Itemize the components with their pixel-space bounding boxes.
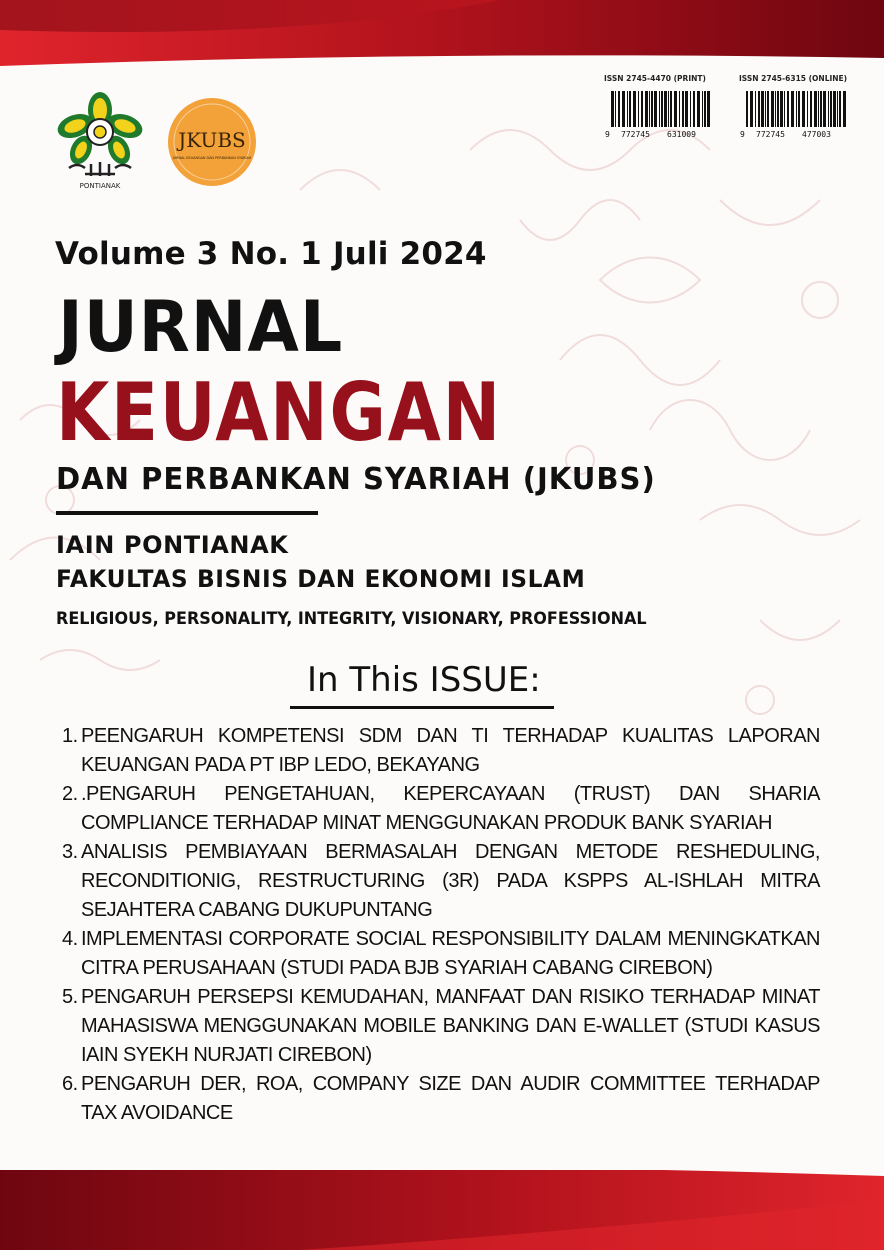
iain-pontianak-logo <box>55 88 145 192</box>
jkubs-logo-text: JKUBS <box>178 128 246 152</box>
in-this-issue-heading: In This ISSUE: <box>307 660 541 700</box>
barcode-online-digit-1: 9 <box>740 130 745 139</box>
article-title: IMPLEMENTASI CORPORATE SOCIAL RESPONSIBILITY DALAM MENINGKATKAN CITRA PERUSAHAAN (STUDI PADA BJB SYARIAH CABANG CIREBON) <box>81 928 820 979</box>
barcode-online-digit-2: 772745 <box>756 130 785 139</box>
barcode-print-digit-3: 631009 <box>667 130 696 139</box>
article-item <box>62 1070 820 1128</box>
article-number: 4. <box>62 928 78 950</box>
jkubs-logo <box>167 97 257 187</box>
iain-logo-caption: PONTIANAK <box>79 182 121 190</box>
article-number: 6. <box>62 1073 78 1095</box>
barcode-online-digit-3: 477003 <box>802 130 831 139</box>
title-subtitle: DAN PERBANKAN SYARIAH (JKUBS) <box>56 462 656 497</box>
institution-name: IAIN PONTIANAK <box>56 531 289 559</box>
article-number: 1. <box>62 725 78 747</box>
barcode-print-digit-2: 772745 <box>621 130 650 139</box>
article-title: ANALISIS PEMBIAYAAN BERMASALAH DENGAN METODE RESHEDULING, RECONDITIONIG, RESTRUCTURING (3R) PADA KSPPS AL-ISHLAH MITRA SEJAHTERA CABANG DUKUPUNTANG <box>81 841 820 921</box>
issn-print-label: ISSN 2745-4470 (PRINT) <box>604 74 706 83</box>
barcode-online <box>738 89 850 139</box>
article-list <box>62 722 820 1128</box>
article-number: 2. <box>62 783 78 805</box>
article-item <box>62 838 820 925</box>
issue-heading-underline <box>290 706 554 709</box>
title-jurnal: JURNAL <box>58 286 344 368</box>
article-title: PEENGARUH KOMPETENSI SDM DAN TI TERHADAP KUALITAS LAPORAN KEUANGAN PADA PT IBP LEDO, BEKAYANG <box>81 725 820 776</box>
article-item <box>62 780 820 838</box>
article-item <box>62 722 820 780</box>
article-item <box>62 925 820 983</box>
issn-online-label: ISSN 2745-6315 (ONLINE) <box>739 74 848 83</box>
jkubs-logo-subtext: JURNAL KEUANGAN DAN PERBANKAN SYARIAH <box>172 156 252 160</box>
article-title: PENGARUH DER, ROA, COMPANY SIZE DAN AUDIR COMMITTEE TERHADAP TAX AVOIDANCE <box>81 1073 820 1124</box>
faculty-name: FAKULTAS BISNIS DAN EKONOMI ISLAM <box>56 565 586 593</box>
article-number: 3. <box>62 841 78 863</box>
title-keuangan: KEUANGAN <box>56 366 502 459</box>
article-item <box>62 983 820 1070</box>
article-title: PENGARUH PERSEPSI KEMUDAHAN, MANFAAT DAN RISIKO TERHADAP MINAT MAHASISWA MENGGUNAKAN MOBILE BANKING DAN E-WALLET (STUDI KASUS IAIN SYEKH NURJATI CIREBON) <box>81 986 820 1066</box>
top-red-band <box>0 0 884 70</box>
barcode-print-digit-1: 9 <box>605 130 610 139</box>
faculty-motto: RELIGIOUS, PERSONALITY, INTEGRITY, VISIONARY, PROFESSIONAL <box>56 609 647 628</box>
bottom-red-band <box>0 1160 884 1250</box>
article-title: .PENGARUH PENGETAHUAN, KEPERCAYAAN (TRUST) DAN SHARIA COMPLIANCE TERHADAP MINAT MENGGUNAKAN PRODUK BANK SYARIAH <box>81 783 820 834</box>
article-number: 5. <box>62 986 78 1008</box>
volume-info: Volume 3 No. 1 Juli 2024 <box>55 236 487 272</box>
title-divider <box>56 511 318 515</box>
barcode-print <box>603 89 715 139</box>
